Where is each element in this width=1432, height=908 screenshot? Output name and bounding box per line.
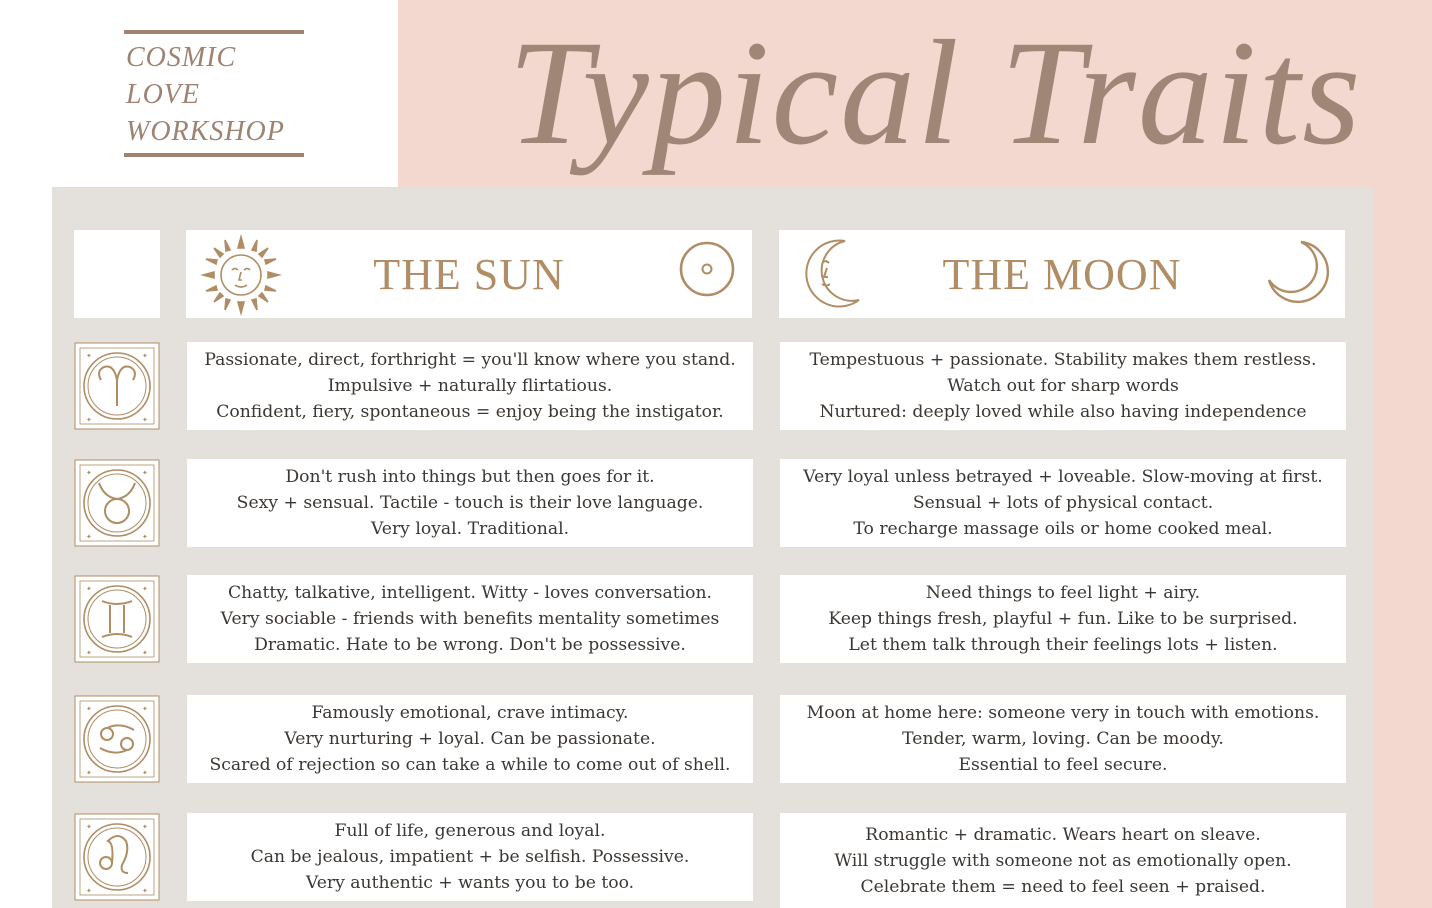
svg-text:✦: ✦ [142, 585, 148, 593]
moon-column-label: THE MOON [942, 249, 1182, 299]
svg-text:✦: ✦ [142, 887, 148, 895]
taurus-icon [74, 459, 160, 547]
svg-text:✦: ✦ [86, 585, 92, 593]
text-line: Essential to feel secure. [958, 755, 1168, 775]
text-line: Impulsive + naturally flirtatious. [327, 376, 613, 396]
gemini-sun-cell [187, 575, 753, 663]
text-line: Tempestuous + passionate. Stability makes them restless. [809, 350, 1317, 370]
text-line: Dramatic. Hate to be wrong. Don't be possessive. [254, 635, 686, 655]
text-line: Watch out for sharp words [947, 376, 1179, 396]
svg-text:✦: ✦ [86, 887, 92, 895]
svg-text:✦: ✦ [86, 823, 92, 831]
text-line: Very authentic + wants you to be too. [305, 873, 635, 893]
sun-face-icon [200, 234, 282, 316]
cancer-moon-cell [780, 695, 1346, 783]
moon-column-header [779, 230, 1345, 318]
aries-moon-cell [780, 342, 1346, 430]
text-line: Moon at home here: someone very in touch with emotions. [806, 703, 1320, 723]
brand-line-3: WORKSHOP [126, 116, 285, 147]
text-line: Chatty, talkative, intelligent. Witty - loves conversation. [228, 583, 712, 603]
text-line: Passionate, direct, forthright = you'll know where you stand. [204, 350, 736, 370]
svg-text:✦: ✦ [142, 823, 148, 831]
svg-text:✦: ✦ [142, 769, 148, 777]
cancer-sun-cell [187, 695, 753, 783]
crescent-moon-face-icon [793, 234, 873, 314]
leo-icon [74, 813, 160, 901]
text-line: Full of life, generous and loyal. [334, 821, 606, 841]
svg-text:✦: ✦ [142, 533, 148, 541]
sun-column-label: THE SUN [373, 249, 565, 299]
logo-bottom-rule [124, 153, 304, 157]
svg-text:✦: ✦ [142, 416, 148, 424]
svg-text:✦: ✦ [142, 649, 148, 657]
svg-text:✦: ✦ [86, 352, 92, 360]
text-line: Very nurturing + loyal. Can be passionate. [284, 729, 656, 749]
sun-symbol-icon [676, 238, 738, 300]
svg-text:✦: ✦ [142, 469, 148, 477]
svg-text:✦: ✦ [86, 533, 92, 541]
leo-sun-cell [187, 813, 753, 901]
text-line: Keep things fresh, playful + fun. Like to be surprised. [828, 609, 1298, 629]
corner-blank-cell [74, 230, 160, 318]
brand-line-2: LOVE [126, 79, 200, 110]
text-line: Confident, fiery, spontaneous = enjoy being the instigator. [216, 402, 724, 422]
text-line: Don't rush into things but then goes for it. [285, 467, 655, 487]
aries-icon [74, 342, 160, 430]
leo-moon-cell [780, 813, 1346, 908]
text-line: Romantic + dramatic. Wears heart on sleave. [865, 824, 1261, 845]
page-title: Typical Traits [508, 10, 1363, 176]
text-line: Need things to feel light + airy. [925, 583, 1201, 603]
text-line: Nurtured: deeply loved while also having independence [819, 402, 1307, 422]
taurus-sun-cell [187, 459, 753, 547]
text-line: Very loyal. Traditional. [370, 519, 570, 539]
gemini-icon [74, 575, 160, 663]
text-line: Will struggle with someone not as emotionally open. [834, 850, 1292, 871]
taurus-moon-cell [780, 459, 1346, 547]
text-line: Tender, warm, loving. Can be moody. [902, 729, 1224, 749]
aries-sun-cell [187, 342, 753, 430]
svg-text:✦: ✦ [142, 705, 148, 713]
svg-text:✦: ✦ [86, 649, 92, 657]
sun-column-header [186, 230, 752, 318]
svg-text:✦: ✦ [86, 769, 92, 777]
brand-line-1: COSMIC [126, 42, 237, 73]
text-line: Sensual + lots of physical contact. [912, 493, 1214, 513]
svg-text:✦: ✦ [142, 352, 148, 360]
text-line: Celebrate them = need to feel seen + praised. [860, 876, 1266, 897]
crescent-moon-icon [1263, 238, 1331, 306]
text-line: To recharge massage oils or home cooked meal. [853, 519, 1273, 539]
svg-text:✦: ✦ [86, 705, 92, 713]
text-line: Can be jealous, impatient + be selfish. Possessive. [250, 847, 690, 867]
brand-logo [124, 30, 304, 157]
svg-text:✦: ✦ [86, 416, 92, 424]
text-line: Sexy + sensual. Tactile - touch is their love language. [236, 493, 704, 513]
text-line: Scared of rejection so can take a while to come out of shell. [209, 755, 731, 775]
text-line: Very sociable - friends with benefits mentality sometimes [220, 609, 720, 629]
text-line: Very loyal unless betrayed + loveable. Slow-moving at first. [803, 467, 1323, 487]
gemini-moon-cell [780, 575, 1346, 663]
text-line: Famously emotional, crave intimacy. [311, 703, 629, 723]
text-line: Let them talk through their feelings lots + listen. [848, 635, 1278, 655]
cancer-icon [74, 695, 160, 783]
svg-text:✦: ✦ [86, 469, 92, 477]
